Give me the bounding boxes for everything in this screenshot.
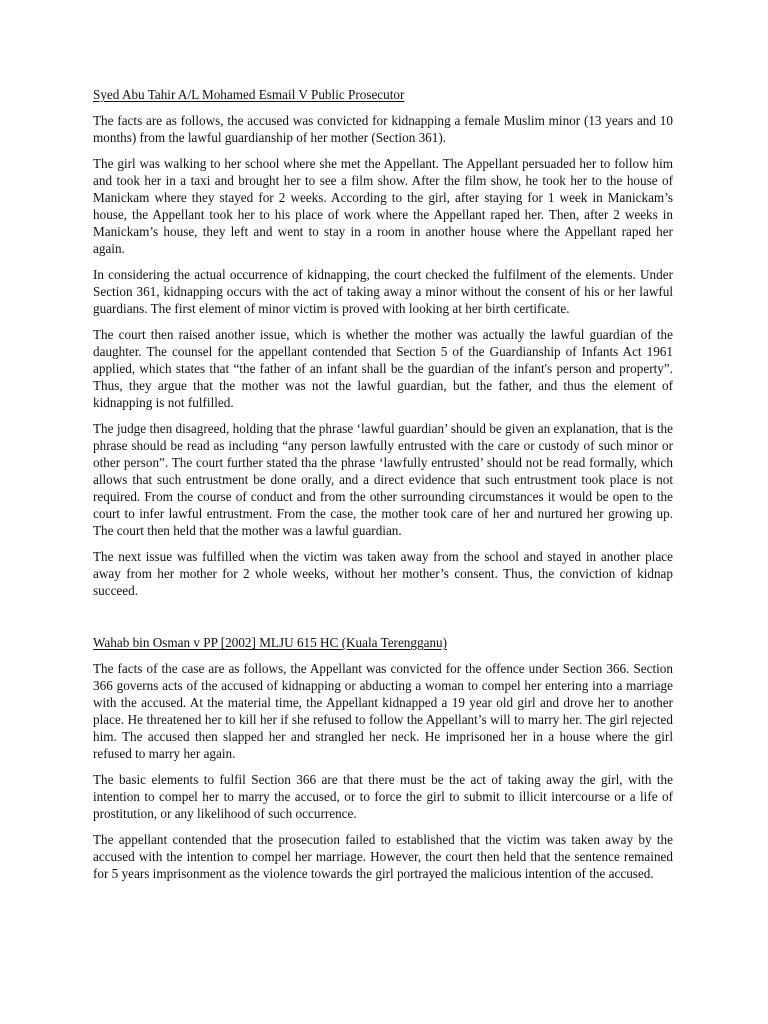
section-spacer — [93, 608, 673, 634]
document-page — [93, 86, 673, 891]
paragraph: In considering the actual occurrence of kidnapping, the court checked the fulfilment of the elements. Under Section 361, kidnapping occurs with the act of taking away a minor without the consent of his or her lawful guardians. The first element of minor victim is proved with looking at her birth certificate. — [93, 267, 673, 316]
paragraph: The appellant contended that the prosecution failed to established that the victim was taken away by the accused with the intention to compel her marriage. However, the court then held that the sentence remained for 5 years imprisonment as the violence towards the girl portrayed the malicious intention of the accused. — [93, 832, 673, 881]
paragraph: The facts are as follows, the accused was convicted for kidnapping a female Muslim minor (13 years and 10 months) from the lawful guardianship of her mother (Section 361). — [93, 113, 673, 145]
case-section-2 — [93, 634, 673, 882]
paragraph: The facts of the case are as follows, the Appellant was convicted for the offence under Section 366. Section 366 governs acts of the accused of kidnapping or abducting a woman to compel her entering into a marriage with the accused. At the material time, the Appellant kidnapped a 19 year old girl and drove her to another place. He threatened her to kill her if she refused to follow the Appellant’s will to marry her. The girl rejected him. The accused then slapped her and strangled her neck. He imprisoned her in a house where the girl refused to marry her again. — [93, 661, 673, 761]
paragraph: The next issue was fulfilled when the victim was taken away from the school and stayed in another place away from her mother for 2 whole weeks, without her mother’s consent. Thus, the conviction of kidnap succeed. — [93, 549, 673, 598]
paragraph: The judge then disagreed, holding that the phrase ‘lawful guardian’ should be given an explanation, that is the phrase should be read as including “any person lawfully entrusted with the care or custody of such minor or other person”. The court further stated tha the phrase ‘lawfully entrusted’ should not be read formally, which allows that such entrustment be done orally, and a direct evidence that such entrustment took place is not required. From the course of conduct and from the other surrounding circumstances it would be open to the court to infer lawful entrustment. From the case, the mother took care of her and nurtured her growing up. The court then held that the mother was a lawful guardian. — [93, 421, 673, 538]
paragraph: The girl was walking to her school where she met the Appellant. The Appellant persuaded her to follow him and took her in a taxi and brought her to see a film show. After the film show, he took her to the house of Manickam where they stayed for 2 weeks. According to the girl, after staying for 1 week in Manickam’s house, the Appellant took her to his place of work where the Appellant raped her. Then, after 2 weeks in Manickam’s house, they left and went to stay in a room in another house where the Appellant raped her again. — [93, 156, 673, 256]
case-section-1 — [93, 86, 673, 599]
paragraph: The court then raised another issue, which is whether the mother was actually the lawful guardian of the daughter. The counsel for the appellant contended that Section 5 of the Guardianship of Infants Act 1961 applied, which states that “the father of an infant shall be the guardian of the infant's person and property”. Thus, they argue that the mother was not the lawful guardian, but the father, and thus the element of kidnapping is not fulfilled. — [93, 327, 673, 410]
paragraph: The basic elements to fulfil Section 366 are that there must be the act of taking away the girl, with the intention to compel her to marry the accused, or to force the girl to submit to illicit intercourse or a life of prostitution, or any likelihood of such occurrence. — [93, 772, 673, 821]
case-title: Syed Abu Tahir A/L Mohamed Esmail V Public Prosecutor — [93, 87, 405, 102]
case-title: Wahab bin Osman v PP [2002] MLJU 615 HC (Kuala Terengganu) — [93, 635, 448, 650]
